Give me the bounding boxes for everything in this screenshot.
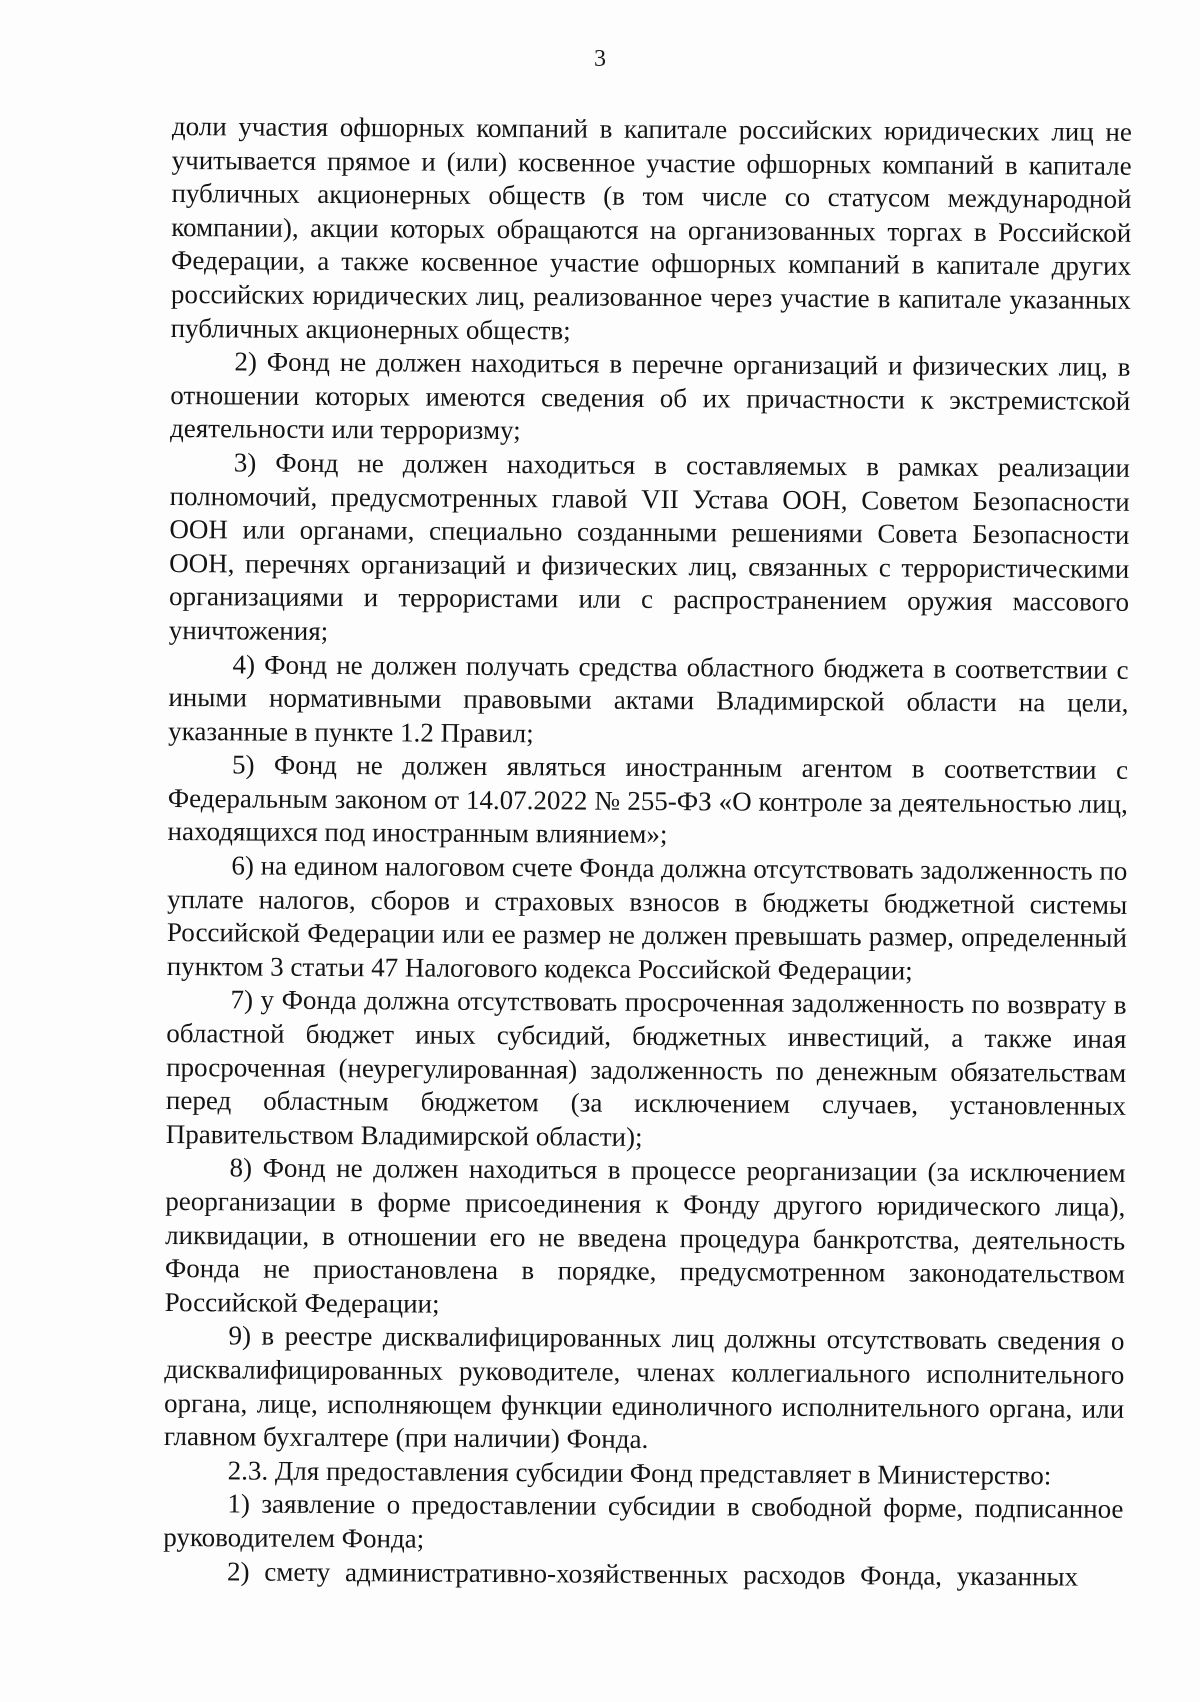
paragraph-item-5: 5) Фонд не должен являться иностранным агентом в соответствии с Федеральным законом от 14.07.2022 № 255-ФЗ «О контроле за деятельностью лиц, находящихся под иностранным влиянием»; [167,749,1129,850]
paragraph-item-6: 6) на едином налоговом счете Фонда должна отсутствовать задолженность по уплате налогов, сборов и страховых взносов в бюджеты бюджетной системы Российской Федерации или ее размер не должен превышать размер, определенный пунктом 3 статьи 47 Налогового кодекса Российской Федерации; [166,850,1128,986]
paragraph-item-7: 7) у Фонда должна отсутствовать просроченная задолженность по возврату в областной бюджет иных субсидий, бюджетных инвестиций, а также иная просроченная (неурегулированная) задолженность по денежным обязательствам перед областным бюджетом (за исключением случаев, установленных Правительством Владимирской области); [165,984,1127,1152]
document-body [163,110,1132,1594]
paragraph-item-3: 3) Фонд не должен находиться в составляемых в рамках реализации полномочий, предусмотренных главой VII Устава ООН, Советом Безопасности ООН или органами, специально созданными решениями Совета Безопасности ООН, перечнях организаций и физических лиц, связанных с террористическими организациями и террористами или с распространением оружия массового уничтожения; [168,447,1130,646]
paragraph-item-2: 2) Фонд не должен находиться в перечне организаций и физических лиц, в отношении которых имеются сведения об их причастности к экстремистской деятельности или терроризму; [169,346,1131,446]
page-number: 3 [594,46,606,72]
paragraph-item-9: 9) в реестре дисквалифицированных лиц должны отсутствовать сведения о дисквалифицированных руководителе, членах коллегиального исполнительного органа, лице, исполняющем функции единоличного исполнительного органа, или главном бухгалтере (при наличии) Фонда. [163,1320,1125,1455]
paragraph-item-8: 8) Фонд не должен находиться в процессе реорганизации (за исключением реорганизации в форме присоединения к Фонду другого юридического лица), ликвидации, в отношении его не введена процедура банкротства, деятельность Фонда не приостановлена в порядке, предусмотренном законодательством Российской Федерации; [164,1152,1126,1319]
paragraph-offshore-continuation: доли участия офшорных компаний в капитале российских юридических лиц не учитывается прямое и (или) косвенное участие офшорных компаний в капитале публичных акционерных обществ (в том числе со статусом международной компании), акции которых обращаются на организованных торгах в Российской Федерации, а также косвенное участие офшорных компаний в капитале других российских юридических лиц, реализованное через участие в капитале указанных публичных акционерных обществ; [170,110,1132,346]
paragraph-section-2-3: 2.3. Для предоставления субсидии Фонд представляет в Министерство: [227,1455,1052,1491]
paragraph-document-1: 1) заявление о предоставлении субсидии в свободной форме, подписанное руководителем Фонда; [163,1488,1124,1554]
paragraph-item-4: 4) Фонд не должен получать средства областного бюджета в соответствии с иными нормативными правовыми актами Владимирской области на цели, указанные в пункте 1.2 Правил; [168,648,1129,748]
paragraph-document-2: 2) смету административно-хозяйственных расходов Фонда, указанных [226,1555,1079,1592]
